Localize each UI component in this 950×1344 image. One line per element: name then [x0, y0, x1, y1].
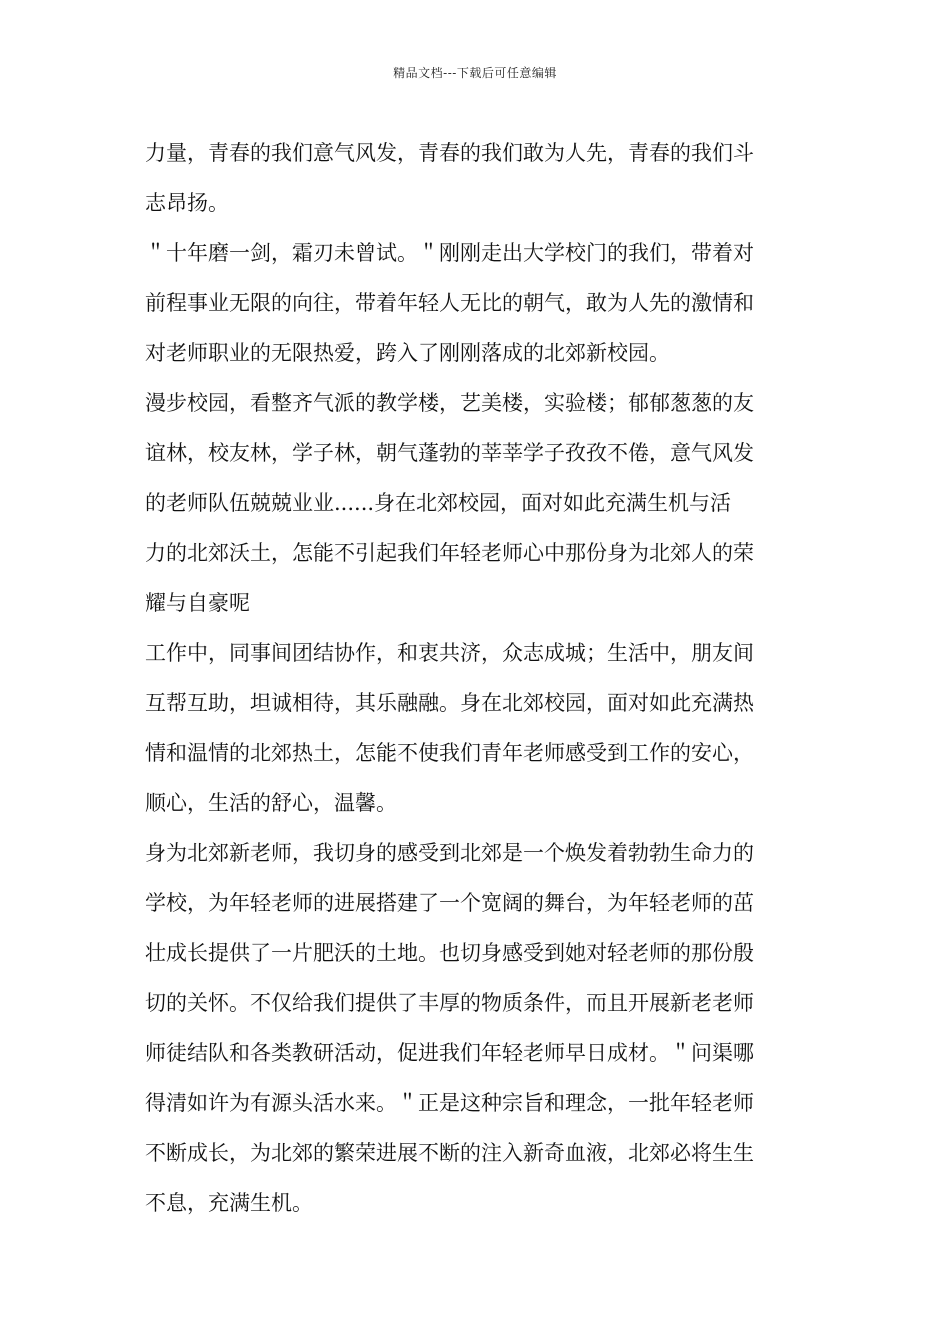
- text-line: 不息，充满生机。: [145, 1191, 313, 1215]
- text-line: 对老师职业的无限热爱，跨入了刚刚落成的北郊新校园。: [145, 341, 670, 365]
- text-line: 力的北郊沃土，怎能不引起我们年轻老师心中那份身为北郊人的荣: [145, 541, 754, 565]
- text-line: 前程事业无限的向往，带着年轻人无比的朝气，敢为人先的激情和: [145, 291, 754, 315]
- page-header: 精品文档---下载后可任意编辑: [393, 66, 557, 80]
- text-line: 不断成长，为北郊的繁荣进展不断的注入新奇血液，北郊必将生生: [145, 1141, 754, 1165]
- text-line: 力量，青春的我们意气风发，青春的我们敢为人先，青春的我们斗: [145, 141, 754, 165]
- text-line: 顺心，生活的舒心，温馨。: [145, 791, 397, 815]
- text-line: 得清如许为有源头活水来。＂正是这种宗旨和理念，一批年轻老师: [145, 1091, 754, 1115]
- text-line: 志昂扬。: [145, 191, 229, 215]
- text-line: 学校，为年轻老师的进展搭建了一个宽阔的舞台，为年轻老师的茁: [145, 891, 754, 915]
- text-line: 工作中，同事间团结协作，和衷共济，众志成城；生活中，朋友间: [145, 641, 754, 665]
- text-line: 谊林，校友林，学子林，朝气蓬勃的莘莘学子孜孜不倦，意气风发: [145, 441, 754, 465]
- text-line: ＂十年磨一剑，霜刃未曾试。＂刚刚走出大学校门的我们，带着对: [145, 241, 754, 265]
- text-line: 耀与自豪呢: [145, 591, 250, 615]
- text-line: 壮成长提供了一片肥沃的土地。也切身感受到她对轻老师的那份殷: [145, 941, 754, 965]
- text-line: 漫步校园，看整齐气派的教学楼，艺美楼，实验楼；郁郁葱葱的友: [145, 391, 754, 415]
- text-line: 互帮互助，坦诚相待，其乐融融。身在北郊校园，面对如此充满热: [145, 691, 754, 715]
- text-line: 的老师队伍兢兢业业......身在北郊校园，面对如此充满生机与活: [145, 491, 732, 515]
- body-text: [145, 128, 807, 1228]
- text-line: 情和温情的北郊热土，怎能不使我们青年老师感受到工作的安心，: [145, 741, 754, 765]
- text-line: 身为北郊新老师，我切身的感受到北郊是一个焕发着勃勃生命力的: [145, 841, 754, 865]
- text-line: 师徒结队和各类教研活动，促进我们年轻老师早日成材。＂问渠哪: [145, 1041, 754, 1065]
- text-line: 切的关怀。不仅给我们提供了丰厚的物质条件，而且开展新老老师: [145, 991, 754, 1015]
